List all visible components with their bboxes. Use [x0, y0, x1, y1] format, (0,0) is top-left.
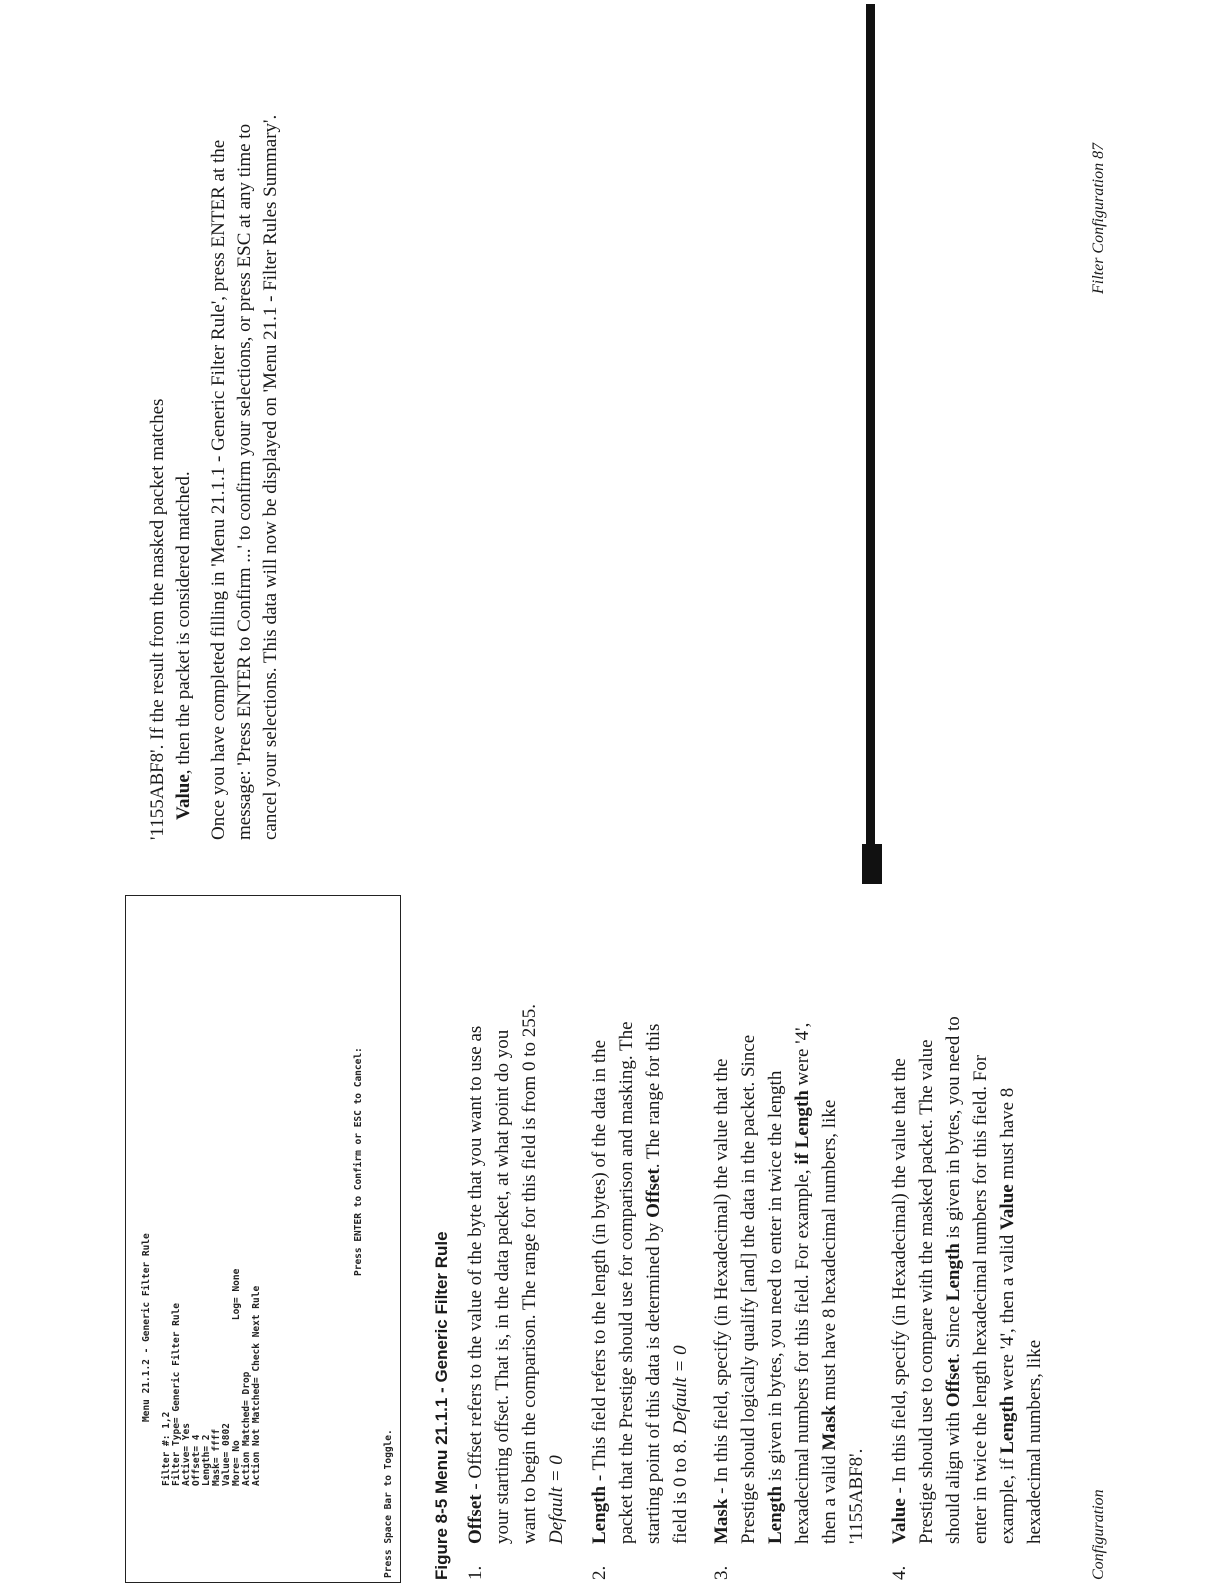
screen-line: Action Not Matched= Check Next Rule	[251, 1285, 262, 1486]
term: Mask	[819, 1405, 840, 1451]
screen-hint: Press Space Bar to Toggle.	[383, 1429, 394, 1578]
screen-line: Mask= ffff	[211, 1428, 222, 1486]
item-text: were '4', then a valid	[792, 1022, 840, 1544]
item-text: - This field refers to the length (in bytes) of the data in the packet that the Prestige should use for comparison and masking. The starting point of this data is determined by	[589, 1021, 664, 1544]
page-divider	[866, 4, 875, 884]
footer-right: Filter Configuration 87	[1090, 142, 1107, 294]
item-text: must have 8 hexadecimal numbers, like	[997, 1087, 1045, 1544]
term: Value	[173, 774, 194, 820]
item-text: - In this field, specify (in Hexadecimal) the value that the Prestige should logically qualify [and] the data in the packet. Since	[711, 1034, 759, 1544]
list-item-mask	[708, 1002, 870, 1582]
item-text: is given in bytes, you need to enter in twice the length hexadecimal numbers for this field. For example, if	[943, 1016, 1018, 1544]
screen-prompt: Press ENTER to Confirm or ESC to Cancel:	[353, 1047, 364, 1276]
term: Length	[765, 1485, 786, 1544]
item-text: . The range for this field is 0 to 8.	[643, 1023, 691, 1544]
right-paragraph-1	[145, 20, 197, 840]
screen-line: Action Matched= Drop	[241, 1371, 252, 1486]
term: Mask	[711, 1498, 732, 1544]
item-body	[886, 1002, 1048, 1544]
para-text: , then the packet is considered matched.	[173, 471, 194, 775]
item-number: 2.	[589, 1565, 610, 1580]
screen-line: Filter #: 1,2	[161, 1411, 172, 1486]
footer-left: Configuration	[1090, 1489, 1107, 1580]
list-item-value	[886, 1002, 1048, 1582]
item-text: were '4', then a valid	[997, 1230, 1018, 1396]
list-item-offset	[462, 1002, 570, 1582]
term: Offset	[465, 1494, 486, 1544]
term: Offset	[943, 1357, 964, 1408]
right-paragraph-2	[206, 110, 284, 840]
screen-title: Menu 21.1.2 - Generic Filter Rule	[141, 1233, 152, 1422]
item-number: 3.	[711, 1565, 732, 1580]
item-body	[462, 1002, 570, 1544]
term: Value	[889, 1498, 910, 1544]
screen-line: Offset= 4	[191, 1434, 202, 1486]
default-value: Default = 0	[670, 1345, 691, 1435]
para-text: '1155ABF8'. If the result from the masked packet matches	[147, 398, 168, 840]
default-value: Default = 0	[546, 1455, 567, 1544]
item-body	[586, 1002, 694, 1544]
item-text: must have 8 hexadecimal numbers, like '1155ABF8'.	[819, 1099, 867, 1544]
term: Length	[997, 1395, 1018, 1454]
term: if Length	[792, 1090, 813, 1165]
item-number: 1.	[465, 1565, 486, 1580]
term: Length	[589, 1485, 610, 1544]
term: Offset	[643, 1168, 664, 1218]
screen-line: Active= Yes	[181, 1423, 192, 1486]
item-text: . Since	[943, 1301, 964, 1358]
item-body	[708, 1002, 870, 1544]
screen-line: Filter Type= Generic Filter Rule	[171, 1302, 182, 1486]
item-text: is given in bytes, you need to enter in twice the length hexadecimal numbers for this field. For example,	[765, 1070, 813, 1544]
item-text: - In this field, specify (in Hexadecimal) the value that the Prestige should use to compare with the masked packet. The value should align with	[889, 1039, 964, 1544]
figure-caption: Figure 8-5 Menu 21.1.1 - Generic Filter Rule	[432, 1231, 451, 1580]
item-number: 4.	[889, 1565, 910, 1580]
screen-line: Value= 0802	[221, 1423, 232, 1486]
terminal-screen	[125, 895, 401, 1583]
list-item-length	[586, 1002, 694, 1582]
para-text: Once you have completed filling in 'Menu 21.1.1 - Generic Filter Rule', press ENTER at the message: 'Press ENTER to Confirm ...' to confirm your selections, or press ESC at any time to cancel your selections. This data will now be displayed on 'Menu 21.1 - Filter Rules Summary'.	[208, 114, 281, 840]
term: Value	[997, 1184, 1018, 1231]
term: Length	[943, 1243, 964, 1302]
screen-line: Length= 2	[201, 1434, 212, 1486]
screen-line: More= No Log= None	[231, 1268, 242, 1486]
item-text: - Offset refers to the value of the byte that you want to use as your starting offset. That is, in the data packet, at what point do you want to begin the comparison. The range for this field is from 0 to 255.	[465, 1004, 540, 1544]
